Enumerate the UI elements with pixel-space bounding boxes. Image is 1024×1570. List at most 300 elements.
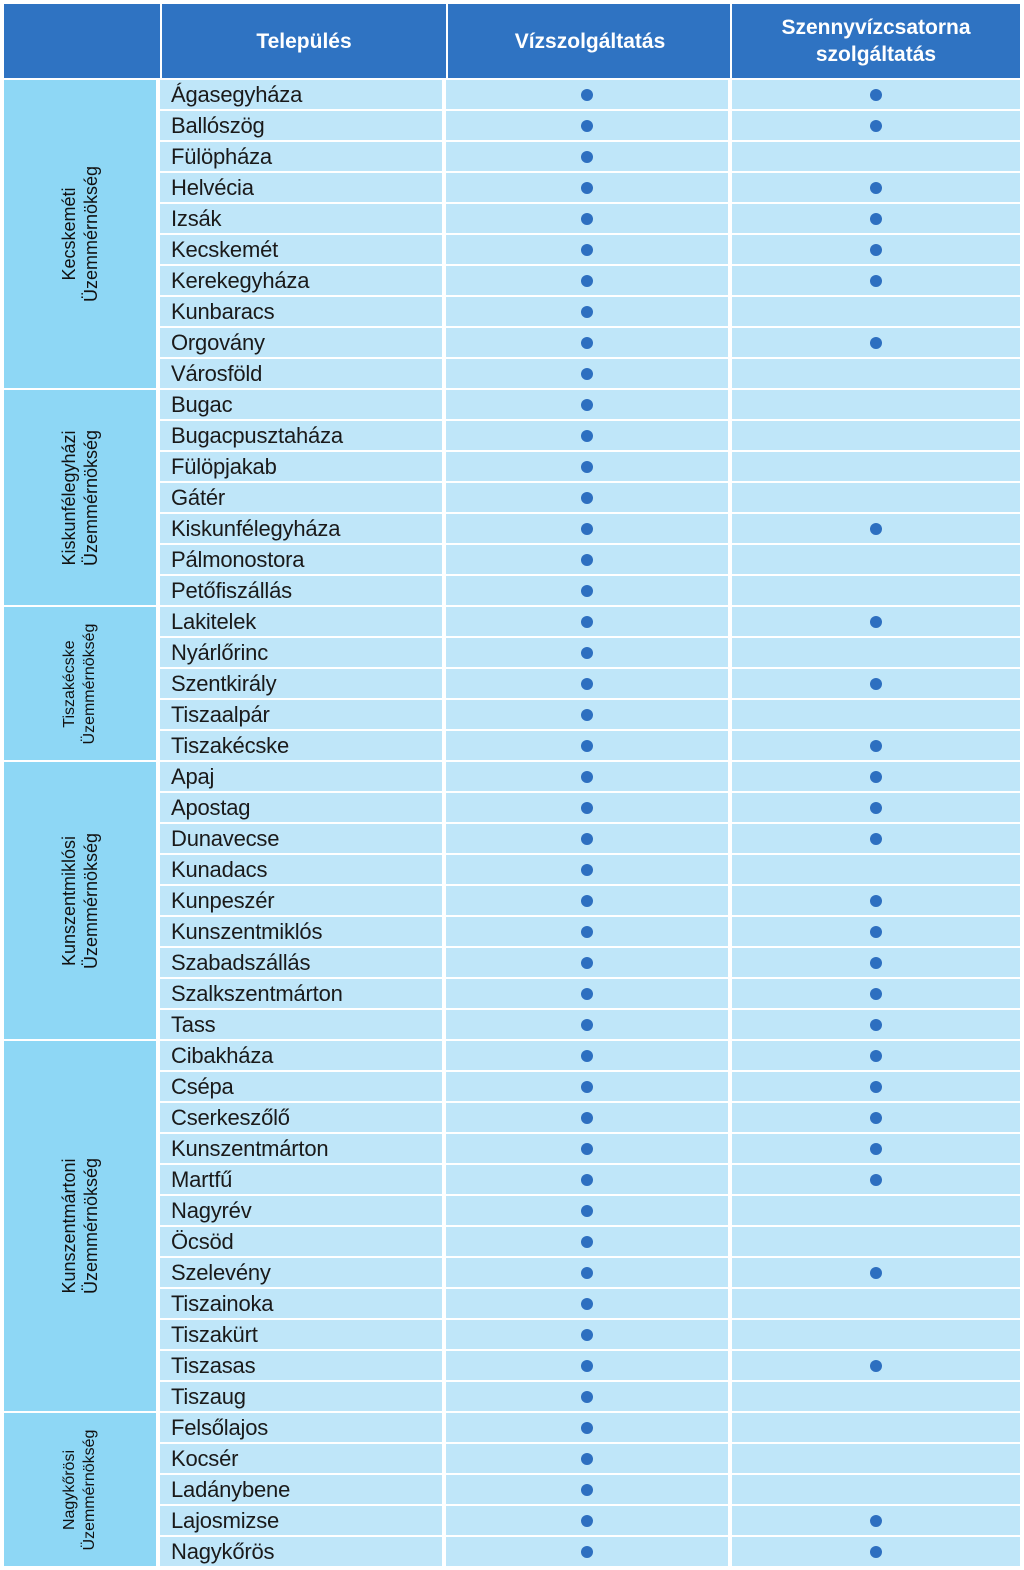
sewer-service-cell [732,483,1020,512]
water-service-dot-icon [581,1422,593,1434]
settlement-name: Kunadacs [171,857,268,882]
sewer-service-dot-icon [870,1143,882,1155]
sewer-service-cell [732,1103,1020,1132]
sewer-service-cell [732,297,1020,326]
header-water-cell [446,4,732,78]
sewer-service-cell [732,1258,1020,1287]
table-row [160,1351,1020,1380]
table-row [160,1072,1020,1101]
table-row [160,266,1020,295]
water-service-cell [446,1041,728,1070]
sewer-service-dot-icon [870,616,882,628]
water-service-dot-icon [581,430,593,442]
settlement-name: Kunpeszér [171,888,275,913]
water-service-cell [446,1413,728,1442]
sewer-service-cell [732,452,1020,481]
group-label: Nagykőrösi Üzemmérnökség [61,1429,98,1550]
water-service-dot-icon [581,368,593,380]
water-service-dot-icon [581,709,593,721]
water-service-cell [446,1289,728,1318]
table-row [160,1258,1020,1287]
water-service-cell [446,204,728,233]
sewer-service-cell [732,762,1020,791]
table-row [160,390,1020,419]
water-service-cell [446,1537,728,1566]
table-row [160,1103,1020,1132]
water-service-cell [446,793,728,822]
table-row [160,204,1020,233]
water-service-cell [446,1227,728,1256]
settlement-cell [160,1041,442,1070]
settlement-cell [160,886,442,915]
sewer-service-dot-icon [870,1515,882,1527]
table-row [160,514,1020,543]
water-service-dot-icon [581,771,593,783]
settlement-cell [160,793,442,822]
settlement-cell [160,421,442,450]
water-service-cell [446,328,728,357]
water-service-cell [446,855,728,884]
settlement-name: Tiszaug [171,1384,246,1409]
settlement-cell [160,266,442,295]
water-service-dot-icon [581,740,593,752]
table-row [160,886,1020,915]
table-row [160,1444,1020,1473]
settlement-name: Helvécia [171,175,254,200]
header-group-cell [4,4,160,78]
water-service-cell [446,762,728,791]
sewer-service-cell [732,855,1020,884]
table-row [160,1289,1020,1318]
settlement-name: Ágasegyháza [171,82,303,107]
settlement-cell [160,1072,442,1101]
settlement-cell [160,80,442,109]
settlement-cell [160,948,442,977]
settlement-cell [160,607,442,636]
settlement-name: Orgovány [171,330,265,355]
sewer-service-cell [732,1041,1020,1070]
water-service-cell [446,483,728,512]
water-service-cell [446,359,728,388]
water-service-dot-icon [581,1360,593,1372]
header-settlement-cell [160,4,446,78]
sewer-service-dot-icon [870,771,882,783]
table-row [160,1227,1020,1256]
water-service-cell [446,111,728,140]
water-service-cell [446,1320,728,1349]
water-service-dot-icon [581,244,593,256]
sewer-service-dot-icon [870,120,882,132]
table-row [160,452,1020,481]
table-row [160,1475,1020,1504]
sewer-service-cell [732,824,1020,853]
water-service-cell [446,390,728,419]
sewer-service-cell [732,328,1020,357]
table-row [160,235,1020,264]
table-row [160,1506,1020,1535]
table-row [160,1196,1020,1225]
table-row [160,607,1020,636]
table-row [160,638,1020,667]
sewer-service-dot-icon [870,182,882,194]
sewer-service-cell [732,1444,1020,1473]
settlement-name: Cibakháza [171,1043,274,1068]
sewer-service-dot-icon [870,89,882,101]
water-service-dot-icon [581,895,593,907]
water-service-cell [446,1103,728,1132]
settlement-name: Fülöpjakab [171,454,277,479]
table-row [160,1010,1020,1039]
water-service-dot-icon [581,1019,593,1031]
settlement-cell [160,917,442,946]
sewer-service-dot-icon [870,523,882,535]
group-label: Tiszakécske Üzemmérnökség [61,623,98,744]
water-service-cell [446,731,728,760]
table-row [160,1165,1020,1194]
group-cell [4,1413,156,1566]
sewer-service-dot-icon [870,1174,882,1186]
water-service-dot-icon [581,1453,593,1465]
sewer-service-cell [732,421,1020,450]
table-row [160,173,1020,202]
water-service-cell [446,948,728,977]
sewer-service-cell [732,1227,1020,1256]
sewer-service-dot-icon [870,1050,882,1062]
settlement-cell [160,1258,442,1287]
water-service-dot-icon [581,988,593,1000]
sewer-service-cell [732,607,1020,636]
table-row [160,731,1020,760]
table-row [160,1320,1020,1349]
table-row [160,359,1020,388]
water-service-cell [446,421,728,450]
settlement-cell [160,855,442,884]
group-label: Kunszentmártoni Üzemmérnökség [59,1157,101,1295]
water-service-cell [446,1258,728,1287]
settlement-cell [160,1382,442,1411]
table-row [160,948,1020,977]
settlement-cell [160,762,442,791]
water-service-dot-icon [581,864,593,876]
settlement-cell [160,328,442,357]
settlement-cell [160,638,442,667]
sewer-service-cell [732,514,1020,543]
sewer-service-cell [732,979,1020,1008]
table-row [160,80,1020,109]
settlement-name: Kecskemét [171,237,279,262]
settlement-cell [160,700,442,729]
group-label: Kunszentmiklósi Üzemmérnökség [59,832,101,969]
sewer-service-cell [732,390,1020,419]
settlement-cell [160,359,442,388]
settlement-cell [160,1506,442,1535]
settlement-name: Izsák [171,206,222,231]
sewer-service-cell [732,1506,1020,1535]
sewer-service-cell [732,948,1020,977]
water-service-dot-icon [581,1546,593,1558]
sewer-service-cell [732,576,1020,605]
water-service-cell [446,886,728,915]
settlement-name: Petőfiszállás [171,578,292,603]
sewer-service-dot-icon [870,337,882,349]
water-service-cell [446,669,728,698]
sewer-service-cell [732,1165,1020,1194]
settlement-cell [160,235,442,264]
settlement-name: Pálmonostora [171,547,305,572]
water-service-dot-icon [581,120,593,132]
settlement-cell [160,1134,442,1163]
water-service-dot-icon [581,1267,593,1279]
water-service-cell [446,1351,728,1380]
settlement-name: Kocsér [171,1446,239,1471]
settlement-name: Kunbaracs [171,299,275,324]
settlement-name: Lajosmizse [171,1508,280,1533]
settlement-name: Tass [171,1012,216,1037]
sewer-service-dot-icon [870,1360,882,1372]
settlement-cell [160,1103,442,1132]
sewer-service-cell [732,142,1020,171]
group-cell [4,762,156,1039]
water-service-dot-icon [581,1050,593,1062]
sewer-service-dot-icon [870,275,882,287]
group-cell [4,390,156,605]
water-service-dot-icon [581,337,593,349]
water-service-cell [446,1010,728,1039]
settlement-name: Csépa [171,1074,234,1099]
settlement-name: Szalkszentmárton [171,981,343,1006]
header-settlement-label: Település [256,29,352,53]
settlement-name: Bugac [171,392,233,417]
settlement-cell [160,1444,442,1473]
group-label: Kiskunfélegyházi Üzemmérnökség [59,429,101,566]
water-service-cell [446,824,728,853]
sewer-service-cell [732,1382,1020,1411]
sewer-service-cell [732,917,1020,946]
table-row [160,700,1020,729]
water-service-dot-icon [581,647,593,659]
sewer-service-cell [732,204,1020,233]
water-service-dot-icon [581,461,593,473]
settlement-cell [160,576,442,605]
water-service-cell [446,235,728,264]
settlement-name: Nagyrév [171,1198,252,1223]
settlement-name: Ladánybene [171,1477,291,1502]
sewer-service-cell [732,1289,1020,1318]
water-service-dot-icon [581,1174,593,1186]
water-service-cell [446,1444,728,1473]
sewer-service-cell [732,1475,1020,1504]
water-service-dot-icon [581,1205,593,1217]
water-service-dot-icon [581,1081,593,1093]
table-row [160,1134,1020,1163]
water-service-cell [446,514,728,543]
table-row [160,1382,1020,1411]
settlement-name: Bugacpusztaháza [171,423,343,448]
sewer-service-cell [732,793,1020,822]
settlement-name: Szelevény [171,1260,271,1285]
water-service-cell [446,80,728,109]
water-service-cell [446,576,728,605]
settlement-name: Apaj [171,764,215,789]
settlement-name: Tiszainoka [171,1291,274,1316]
sewer-service-cell [732,1134,1020,1163]
sewer-service-cell [732,700,1020,729]
water-service-dot-icon [581,957,593,969]
water-service-dot-icon [581,213,593,225]
settlement-name: Nagykőrös [171,1539,275,1564]
water-service-dot-icon [581,1143,593,1155]
settlement-name: Gátér [171,485,226,510]
water-service-cell [446,452,728,481]
sewer-service-cell [732,1351,1020,1380]
water-service-cell [446,979,728,1008]
settlement-cell [160,297,442,326]
water-service-dot-icon [581,1391,593,1403]
settlement-name: Öcsöd [171,1229,234,1254]
settlement-name: Kerekegyháza [171,268,310,293]
settlement-cell [160,824,442,853]
water-service-cell [446,1382,728,1411]
settlement-name: Városföld [171,361,263,386]
sewer-service-cell [732,173,1020,202]
table-row [160,762,1020,791]
sewer-service-dot-icon [870,740,882,752]
water-service-dot-icon [581,1236,593,1248]
water-service-dot-icon [581,275,593,287]
water-service-cell [446,1134,728,1163]
table-header [4,4,1020,78]
sewer-service-dot-icon [870,988,882,1000]
group-cell [4,607,156,760]
water-service-dot-icon [581,182,593,194]
table-row [160,297,1020,326]
sewer-service-dot-icon [870,1546,882,1558]
sewer-service-dot-icon [870,244,882,256]
settlement-cell [160,452,442,481]
water-service-dot-icon [581,492,593,504]
settlement-cell [160,1413,442,1442]
water-service-dot-icon [581,1298,593,1310]
water-service-cell [446,1196,728,1225]
sewer-service-dot-icon [870,957,882,969]
table-row [160,142,1020,171]
water-service-dot-icon [581,1329,593,1341]
table-row [160,1413,1020,1442]
sewer-service-dot-icon [870,895,882,907]
settlement-name: Szentkirály [171,671,277,696]
table-row [160,824,1020,853]
sewer-service-dot-icon [870,833,882,845]
water-service-dot-icon [581,151,593,163]
water-service-cell [446,266,728,295]
sewer-service-cell [732,669,1020,698]
settlement-cell [160,514,442,543]
water-service-dot-icon [581,585,593,597]
settlement-cell [160,204,442,233]
water-service-dot-icon [581,306,593,318]
table-row [160,111,1020,140]
header-sewer-label: Szennyvízcsatorna szolgáltatás [781,16,971,66]
settlement-name: Dunavecse [171,826,280,851]
water-service-dot-icon [581,802,593,814]
sewer-service-cell [732,235,1020,264]
sewer-service-cell [732,1413,1020,1442]
settlement-cell [160,1475,442,1504]
table-row [160,328,1020,357]
water-service-dot-icon [581,1112,593,1124]
settlement-cell [160,1196,442,1225]
water-service-cell [446,142,728,171]
settlement-name: Kunszentmiklós [171,919,323,944]
water-service-cell [446,173,728,202]
sewer-service-cell [732,545,1020,574]
settlement-cell [160,545,442,574]
water-service-cell [446,607,728,636]
water-service-cell [446,545,728,574]
settlement-cell [160,1165,442,1194]
sewer-service-dot-icon [870,213,882,225]
table-row [160,1537,1020,1566]
header-sewer-cell [730,4,1020,78]
table-row [160,545,1020,574]
settlement-cell [160,173,442,202]
settlement-cell [160,669,442,698]
sewer-service-cell [732,111,1020,140]
water-service-dot-icon [581,399,593,411]
water-service-cell [446,638,728,667]
water-service-cell [446,1506,728,1535]
sewer-service-dot-icon [870,1267,882,1279]
sewer-service-dot-icon [870,926,882,938]
settlement-name: Martfű [171,1167,233,1192]
settlement-name: Felsőlajos [171,1415,269,1440]
table-row [160,917,1020,946]
group-cell [4,1041,156,1411]
settlement-name: Tiszasas [171,1353,256,1378]
table-row [160,669,1020,698]
settlement-name: Tiszakürt [171,1322,258,1347]
settlement-name: Fülöpháza [171,144,272,169]
settlement-cell [160,483,442,512]
water-service-dot-icon [581,89,593,101]
sewer-service-dot-icon [870,678,882,690]
water-service-dot-icon [581,926,593,938]
sewer-service-dot-icon [870,1112,882,1124]
settlement-name: Tiszaalpár [171,702,270,727]
sewer-service-cell [732,1537,1020,1566]
settlement-name: Ballószög [171,113,265,138]
sewer-service-cell [732,731,1020,760]
water-service-cell [446,297,728,326]
settlement-name: Apostag [171,795,251,820]
sewer-service-cell [732,1010,1020,1039]
settlement-name: Lakitelek [171,609,257,634]
settlement-name: Nyárlőrinc [171,640,269,665]
settlement-cell [160,111,442,140]
settlement-cell [160,979,442,1008]
group-label: Kecskeméti Üzemmérnökség [59,165,101,303]
water-service-dot-icon [581,523,593,535]
settlement-cell [160,1010,442,1039]
water-service-dot-icon [581,678,593,690]
water-service-dot-icon [581,1515,593,1527]
settlement-cell [160,1289,442,1318]
sewer-service-cell [732,1072,1020,1101]
table-row [160,421,1020,450]
water-service-cell [446,1165,728,1194]
settlement-name: Cserkeszőlő [171,1105,290,1130]
table-row [160,793,1020,822]
